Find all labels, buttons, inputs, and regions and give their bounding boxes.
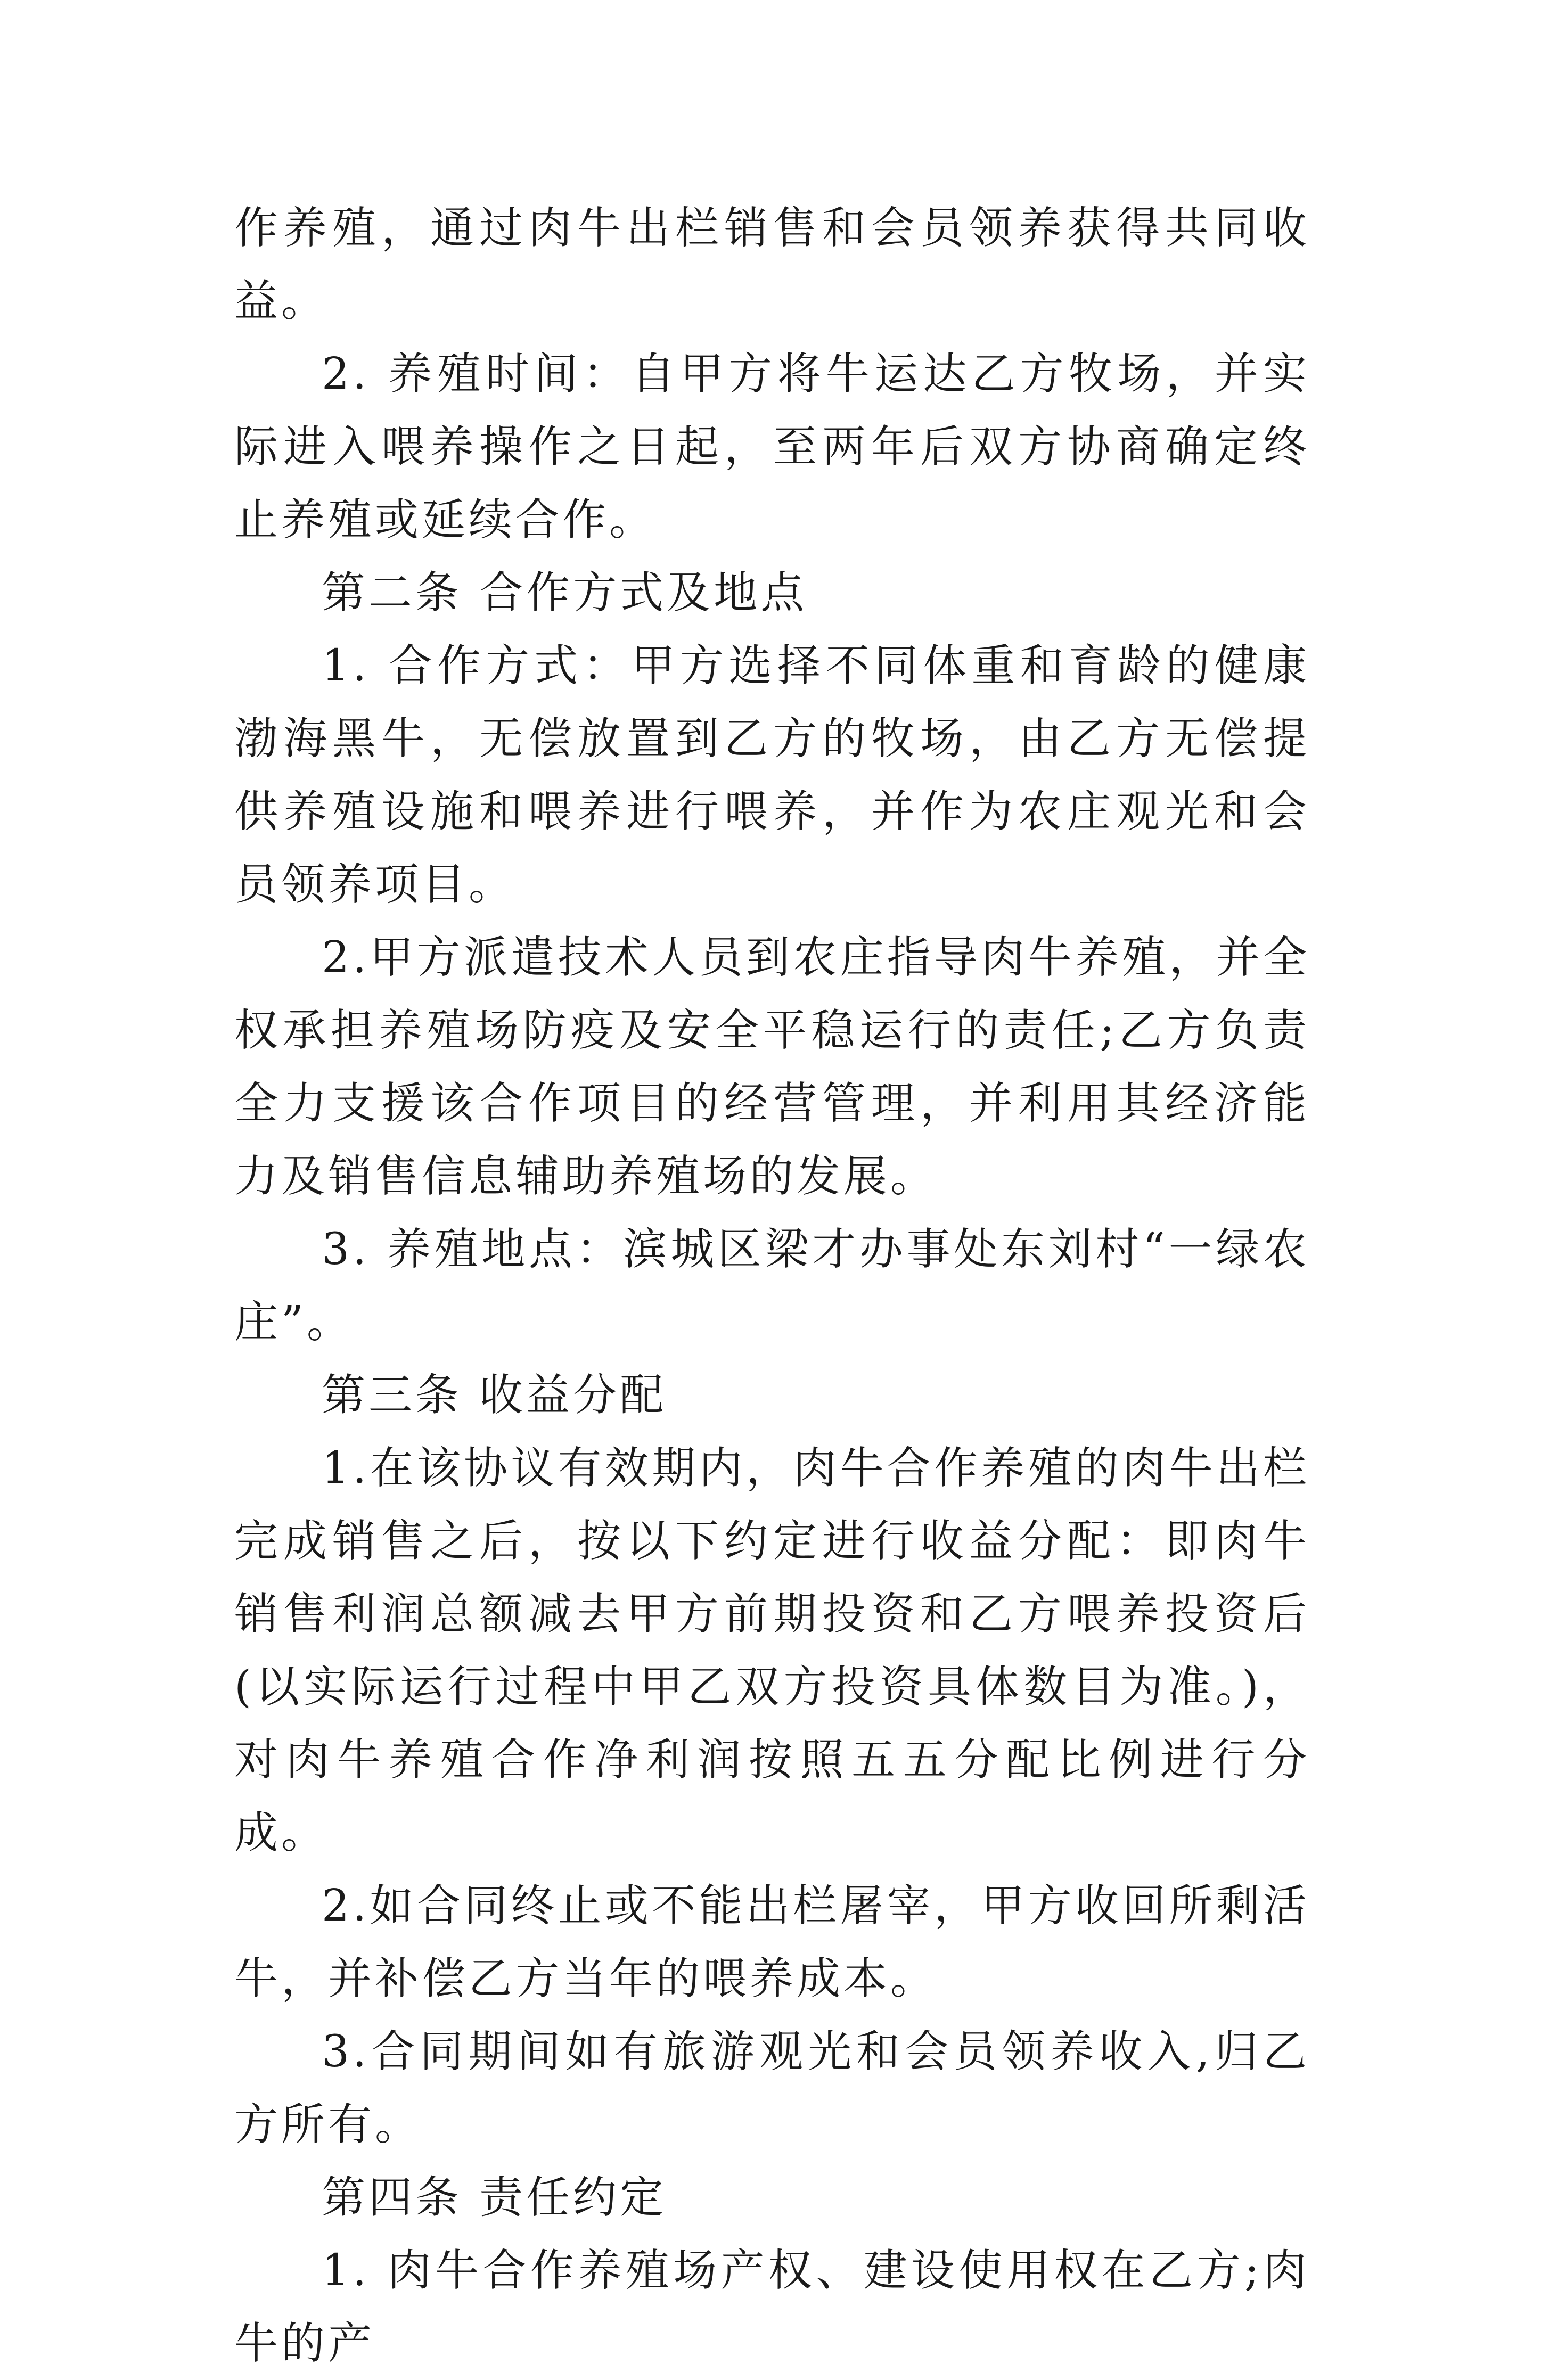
paragraph-tourism-income: 3.合同期间如有旅游观光和会员领养收入,归乙方所有。 — [234, 2026, 1310, 2150]
paragraph-technical-staff: 2.甲方派遣技术人员到农庄指导肉牛养殖，并全权承担养殖场防疫及安全平稳运行的责任;乙方负责全力支援该合作项目的经营管理，并利用其经济能力及销售信息辅助养殖场的发展。 — [234, 932, 1310, 1202]
document-body — [234, 192, 1310, 2380]
section-heading-article-2: 第二条 合作方式及地点 — [322, 568, 808, 618]
paragraph-cooperation-method: 1. 合作方式：甲方选择不同体重和育龄的健康渤海黑牛，无偿放置到乙方的牧场，由乙方无偿提供养殖设施和喂养进行喂养，并作为农庄观光和会员领养项目。 — [234, 641, 1310, 910]
paragraph-property-rights: 1. 肉牛合作养殖场产权、建设使用权在乙方;肉牛的产 — [234, 2245, 1310, 2369]
paragraph-breeding-location: 3. 养殖地点：滨城区梁才办事处东刘村“一绿农庄”。 — [234, 1224, 1310, 1348]
section-heading-article-3: 第三条 收益分配 — [322, 1370, 667, 1421]
paragraph-contract-termination: 2.如合同终止或不能出栏屠宰，甲方收回所剩活牛，并补偿乙方当年的喂养成本。 — [234, 1881, 1310, 2004]
paragraph-continuation: 作养殖，通过肉牛出栏销售和会员领养获得共同收益。 — [234, 203, 1310, 326]
paragraph-profit-distribution: 1.在该协议有效期内，肉牛合作养殖的肉牛出栏完成销售之后，按以下约定进行收益分配：即肉牛销售利润总额减去甲方前期投资和乙方喂养投资后(以实际运行过程中甲乙双方投资具体数目为准。)，对肉牛养殖合作净利润按照五五分配比例进行分成。 — [234, 1443, 1310, 1858]
paragraph-breeding-time: 2. 养殖时间：自甲方将牛运达乙方牧场，并实际进入喂养操作之日起，至两年后双方协商确定终止养殖或延续合作。 — [234, 349, 1310, 545]
section-heading-article-4: 第四条 责任约定 — [322, 2172, 667, 2223]
